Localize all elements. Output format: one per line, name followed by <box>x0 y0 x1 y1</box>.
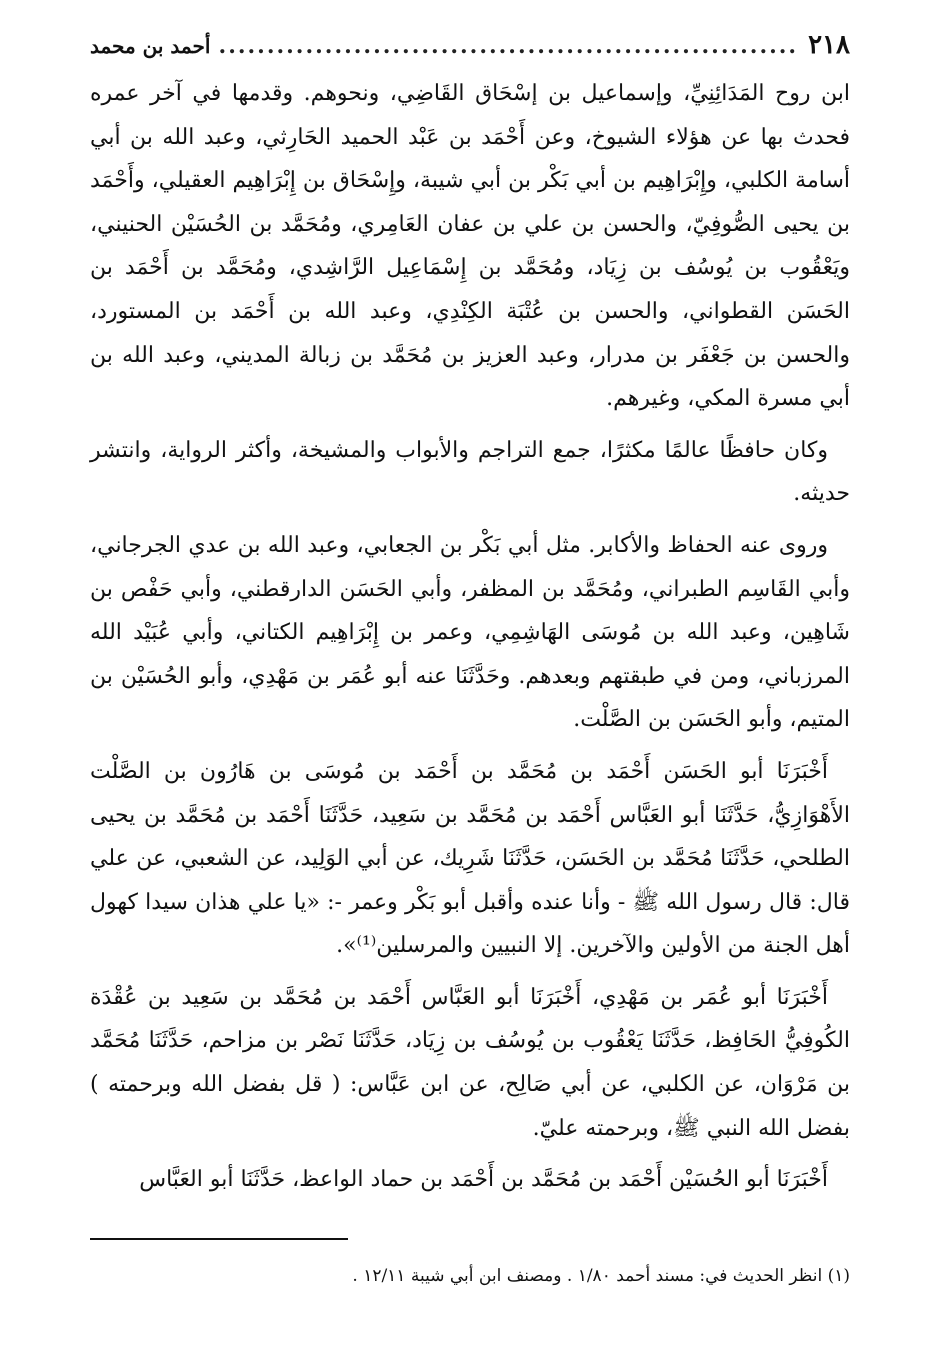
running-title: أحمد بن محمد <box>90 34 211 58</box>
paragraph-hadith-2: أَخْبَرَنَا أبو عُمَر بن مَهْدِي، أَخْبَرَنَا أبو العَبَّاس أَحْمَد بن مُحَمَّد بن سَعِيد بن عُقْدَة الكُوفِيُّ الحَافِظ، حَدَّثَنَا يَعْقُوب بن يُوسُف بن زِيَاد، حَدَّثَنَا نَصْر بن مزاحم، حَدَّثَنَا مُحَمَّد بن مَرْوَان، عن الكلبي، عن أبي صَالِح، عن ابن عَبَّاس: ( قل بفضل الله وبرحمته ) بفضل الله النبي ﷺ، وبرحمته عليّ. <box>90 984 850 1141</box>
paragraph-students: وروى عنه الحفاظ والأكابر. مثل أبي بَكْر بن الجعابي، وعبد الله بن عدي الجرجاني، وأبي القَاسِم الطبراني، ومُحَمَّد بن المظفر، وأبي الحَسَن الدارقطني، وأبي حَفْص بن شَاهِين، وعبد الله بن مُوسَى الهَاشِمِي، وعمر بن إِبْرَاهِيم الكتاني، وأبي عُبَيْد الله المرزباني، ومن في طبقتهم وبعدهم. وحَدَّثَنَا عنه أبو عُمَر بن مَهْدِي، وأبو الحُسَيْن بن المتيم، وأبو الحَسَن بن الصَّلْت. <box>90 532 850 733</box>
footnote: (١) انظر الحديث في: مسند أحمد ١/٨٠ . ومصنف ابن أبي شيبة ١٢/١١ . <box>352 1266 850 1286</box>
running-header <box>90 30 850 64</box>
page-number: ٢١٨ <box>808 30 850 60</box>
book-page <box>90 30 850 1330</box>
paragraph-description: وكان حافظًا عالمًا مكثرًا، جمع التراجم والأبواب والمشيخة، وأكثر الرواية، وانتشر حديثه. <box>90 437 850 507</box>
paragraph-hadith-1: أَخْبَرَنَا أبو الحَسَن أَحْمَد بن مُحَمَّد بن أَحْمَد بن مُوسَى بن هَارُون بن الصَّلْت الأَهْوَازِيُّ، حَدَّثَنَا أبو العَبَّاس أَحْمَد بن مُحَمَّد بن سَعِيد، حَدَّثَنَا أَحْمَد بن مُحَمَّد بن يحيى الطلحي، حَدَّثَنَا مُحَمَّد بن الحَسَن، حَدَّثَنَا شَرِيك، عن أبي الوَلِيد، عن الشعبي، عن علي قال: قال رسول الله ﷺ - وأنا عنده وأقبل أبو بَكْر وعمر -: «يا علي هذان سيدا كهول أهل الجنة من الأولين والآخرين. إلا النبيين والمرسلين⁽¹⁾». <box>90 758 850 959</box>
header-leader-dots <box>220 33 798 59</box>
main-text <box>90 72 850 1202</box>
paragraph-hadith-3: أَخْبَرَنَا أبو الحُسَيْن أَحْمَد بن مُحَمَّد بن أَحْمَد بن حماد الواعظ، حَدَّثَنَا أبو العَبَّاس <box>139 1167 828 1193</box>
paragraph-narrators-list: ابن روح المَدَائِنِيِّ، وإسماعيل بن إسْحَاق القَاضِي، ونحوهم. وقدمها في آخر عمره فحدث بها عن هؤلاء الشيوخ، وعن أَحْمَد بن عَبْد الحميد الحَارِثي، وعبد الله بن أبي أسامة الكلبي، وإِبْرَاهِيم بن أبي بَكْر بن أبي شيبة، وإِسْحَاق بن إِبْرَاهِيم العقيلي، وأَحْمَد بن يحيى الصُّوفِيّ، والحسن بن علي بن عفان العَامِري، ومُحَمَّد بن الحُسَيْن الحنيني، ويَعْقُوب بن يُوسُف بن زِيَاد، ومُحَمَّد بن إِسْمَاعِيل الرَّاشِدي، ومُحَمَّد بن أَحْمَد بن الحَسَن القطواني، والحسن بن عُتْبَة الكِنْدِي، وعبد الله بن أَحْمَد بن المستورد، والحسن بن جَعْفَر بن مدرار، وعبد العزيز بن مُحَمَّد بن زبالة المديني، وعبد الله بن أبي مسرة المكي، وغيرهم. <box>90 81 850 412</box>
footnote-divider <box>90 1238 348 1240</box>
